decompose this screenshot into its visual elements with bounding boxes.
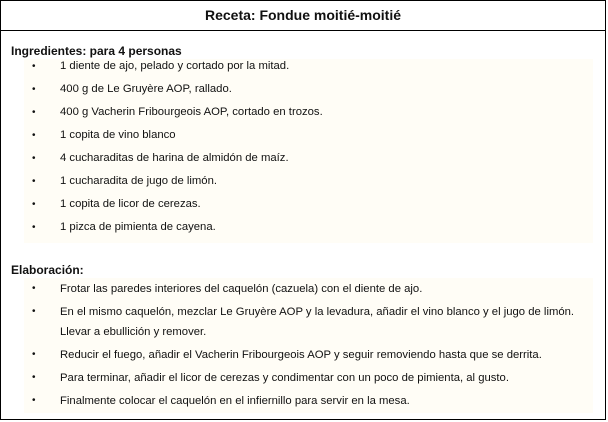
list-item [24, 197, 593, 220]
elaboration-block [24, 278, 593, 413]
list-item [24, 390, 593, 413]
elaboration-list [24, 278, 593, 413]
ingredient-text: 1 diente de ajo, pelado y cortado por la mitad. [60, 60, 290, 72]
bullet-icon: • [32, 130, 36, 141]
ingredient-text: 1 copita de vino blanco [60, 129, 176, 141]
bullet-icon: • [32, 372, 36, 383]
elaboration-heading: Elaboración: [11, 263, 84, 277]
bullet-icon: • [32, 107, 36, 118]
bullet-icon: • [32, 349, 36, 360]
step-text: Reducir el fuego, añadir el Vacherin Fribourgeois AOP y seguir removiendo hasta que se derrita. [60, 349, 542, 361]
step-text: Finalmente colocar el caquelón en el infiernillo para servir en la mesa. [60, 395, 410, 407]
list-item [24, 174, 593, 197]
ingredient-text: 4 cucharaditas de harina de almidón de maíz. [60, 152, 289, 164]
list-item [24, 301, 593, 344]
bullet-icon: • [32, 199, 36, 210]
ingredients-block [24, 59, 593, 243]
bullet-icon: • [32, 153, 36, 164]
bullet-icon: • [32, 61, 36, 72]
bullet-icon: • [32, 283, 36, 294]
list-item [24, 59, 593, 82]
list-item [24, 151, 593, 174]
bullet-icon: • [32, 176, 36, 187]
list-item [24, 278, 593, 301]
list-item [24, 105, 593, 128]
list-item [24, 128, 593, 151]
list-item [24, 344, 593, 367]
ingredient-text: 1 pizca de pimienta de cayena. [60, 221, 216, 233]
step-text: Para terminar, añadir el licor de cerezas y condimentar con un poco de pimienta, al gusto. [60, 372, 509, 384]
list-item [24, 82, 593, 105]
list-item [24, 220, 593, 243]
ingredient-text: 1 cucharadita de jugo de limón. [60, 175, 218, 187]
list-item [24, 367, 593, 390]
ingredient-text: 400 g Vacherin Fribourgeois AOP, cortado en trozos. [60, 106, 323, 118]
ingredient-text: 400 g de Le Gruyère AOP, rallado. [60, 83, 232, 95]
ingredients-heading: Ingredientes: para 4 personas [11, 44, 182, 58]
bullet-icon: • [32, 84, 36, 95]
bullet-icon: • [32, 395, 36, 406]
bullet-icon: • [32, 222, 36, 233]
recipe-title: Receta: Fondue moitié-moitié [1, 1, 605, 31]
step-text: Frotar las paredes interiores del caquelón (cazuela) con el diente de ajo. [60, 283, 423, 295]
ingredient-text: 1 copita de licor de cerezas. [60, 198, 201, 210]
bullet-icon: • [32, 306, 36, 317]
ingredients-list [24, 59, 593, 243]
step-text: En el mismo caquelón, mezclar Le Gruyère AOP y la levadura, añadir el vino blanco y el jugo de limón. Llevar a ebullición y remover. [60, 306, 575, 338]
